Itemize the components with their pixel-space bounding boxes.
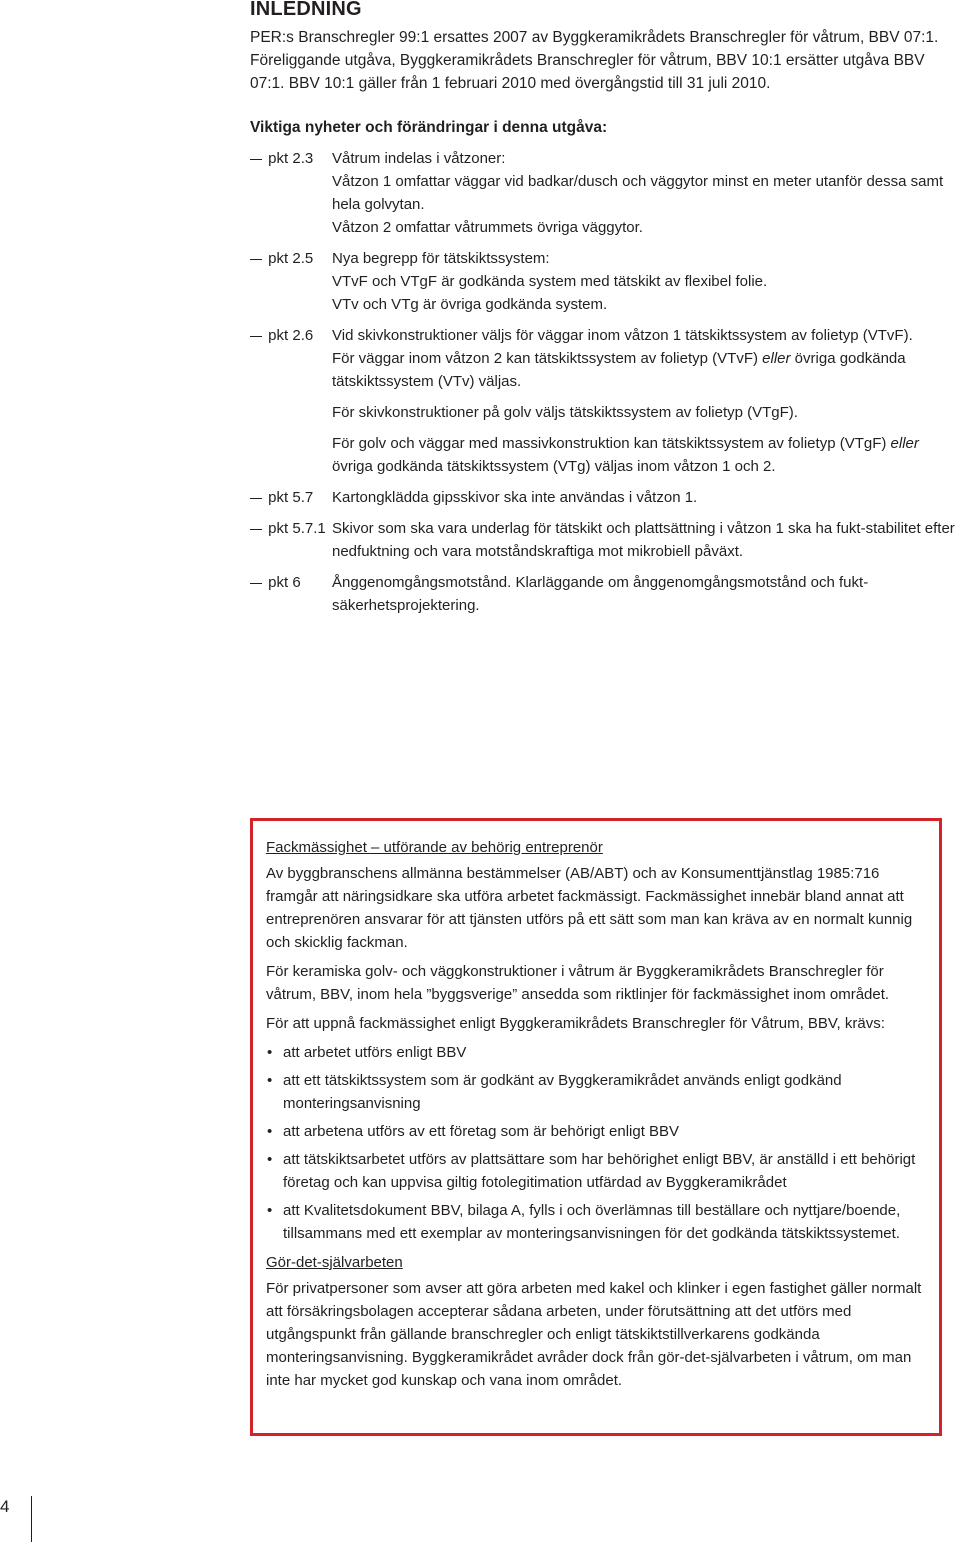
- box-heading: Fackmässighet – utförande av behörig entreprenör: [266, 839, 603, 856]
- change-item-label: pkt 6: [250, 571, 332, 594]
- page-number-divider: [31, 1496, 32, 1542]
- change-item-text: För skivkonstruktioner på golv väljs tätskiktssystem av folietyp (VTgF).: [332, 404, 798, 421]
- change-item-pkt-2-6: [250, 324, 955, 478]
- intro-paragraph: PER:s Branschregler 99:1 ersattes 2007 av Byggkeramikrådets Branschregler för våtrum, BBV 07:1. Föreliggande utgåva, Byggkeramikrådets Branschregler för våtrum, BBV 10:1 ersätter utgåva BBV 07:1. BBV 10:1 gäller från 1 februari 2010 med övergångstid till 31 juli 2010.: [250, 29, 939, 92]
- change-item-pkt-5-7: [250, 486, 955, 509]
- change-item-text: Vid skivkonstruktioner väljs för väggar inom våtzon 1 tätskiktssystem av folietyp (VTvF).: [332, 327, 913, 344]
- list-item: • att arbetet utförs enligt BBV: [266, 1041, 926, 1064]
- change-item-label: pkt 2.6: [250, 324, 332, 347]
- change-item-pkt-2-5: [250, 247, 955, 316]
- change-item-label: pkt 2.5: [250, 247, 332, 270]
- box-paragraph: För att uppnå fackmässighet enligt Byggkeramikrådets Branschregler för Våtrum, BBV, krävs:: [266, 1015, 885, 1032]
- change-item-text: Kartongklädda gipsskivor ska inte användas i våtzon 1.: [332, 489, 698, 506]
- change-item-pkt-5-7-1: [250, 517, 955, 563]
- box-paragraph: Av byggbranschens allmänna bestämmelser (AB/ABT) och av Konsumenttjänstlag 1985:716 framgår att näringsidkare ska utföra arbetet fackmässigt. Fackmässighet innebär bland annat att entreprenören ansvarar för att tjänsten utförs på ett sätt som man kan kräva av en normalt kunnig och skicklig fackman.: [266, 865, 913, 951]
- change-item-text: Våtzon 1 omfattar väggar vid badkar/dusch och väggytor minst en meter utanför dessa samt hela golvytan.: [332, 173, 944, 213]
- change-item-text: VTvF och VTgF är godkända system med tätskikt av flexibel folie.: [332, 273, 768, 290]
- change-item-text: Våtzon 2 omfattar våtrummets övriga väggytor.: [332, 219, 643, 236]
- list-item: • att Kvalitetsdokument BBV, bilaga A, fylls i och överlämnas till beställare och nyttjare/boende, tillsammans med ett exemplar av monteringsanvisningen för det godkända tätskiktssystemet.: [266, 1199, 926, 1245]
- change-item-pkt-6: [250, 571, 955, 617]
- bullet-icon: •: [267, 1123, 273, 1140]
- change-item-text: Skivor som ska vara underlag för tätskikt och plattsättning i våtzon 1 ska ha fukt-stabilitet efter nedfuktning och vara motståndskraftiga mot mikrobiell påväxt.: [332, 520, 955, 560]
- page-number: 4: [0, 1497, 10, 1516]
- bullet-icon: •: [267, 1202, 273, 1219]
- bullet-icon: •: [267, 1044, 273, 1061]
- change-item-text: Nya begrepp för tätskiktssystem:: [332, 250, 550, 267]
- info-box: [250, 818, 942, 1436]
- section-title: INLEDNING: [250, 0, 362, 20]
- change-item-text: För golv och väggar med massivkonstruktion kan tätskiktssystem av folietyp (VTgF) eller övriga godkända tätskiktssystem (VTg) väljas inom våtzon 1 och 2.: [332, 435, 919, 475]
- change-item-pkt-2-3: [250, 147, 955, 239]
- change-item-label: pkt 5.7.1: [250, 517, 332, 540]
- change-item-text: För väggar inom våtzon 2 kan tätskiktssystem av folietyp (VTvF) eller övriga godkända tätskiktssystem (VTv) väljas.: [332, 350, 906, 390]
- change-item-label: pkt 2.3: [250, 147, 332, 170]
- requirements-list: [266, 1041, 926, 1245]
- list-item: • att ett tätskiktssystem som är godkänt av Byggkeramikrådet används enligt godkänd monteringsanvisning: [266, 1069, 926, 1115]
- change-item-text: Våtrum indelas i våtzoner:: [332, 150, 506, 167]
- change-item-label: pkt 5.7: [250, 486, 332, 509]
- change-item-text: VTv och VTg är övriga godkända system.: [332, 296, 608, 313]
- box-paragraph: För keramiska golv- och väggkonstruktioner i våtrum är Byggkeramikrådets Branschregler för våtrum, BBV, inom hela ”byggsverige” ansedda som riktlinjer för fackmässighet inom området.: [266, 963, 890, 1003]
- box-paragraph: För privatpersoner som avser att göra arbeten med kakel och klinker i egen fastighet gäller normalt att försäkringsbolagen accepterar sådana arbeten, under förutsättning att det utförs med utgångspunkt från gällande branschregler och enligt tätskiktstillverkarens godkända monteringsanvisning. Byggkeramikrådet avråder dock från gör-det-självarbeten i våtrum, om man inte har mycket god kunskap och vana inom området.: [266, 1280, 922, 1389]
- news-heading: Viktiga nyheter och förändringar i denna utgåva:: [250, 119, 608, 136]
- change-item-text: Ånggenomgångsmotstånd. Klarläggande om ånggenomgångsmotstånd och fukt-säkerhetsprojektering.: [332, 574, 869, 614]
- change-list: [250, 147, 955, 617]
- bullet-icon: •: [267, 1151, 273, 1168]
- box-heading-diy: Gör-det-självarbeten: [266, 1254, 403, 1271]
- bullet-icon: •: [267, 1072, 273, 1089]
- list-item: • att tätskiktsarbetet utförs av plattsättare som har behörighet enligt BBV, är anställd i ett behörigt företag och kan uppvisa giltig fotolegitimation utfärdad av Byggkeramikrådet: [266, 1148, 926, 1194]
- list-item: • att arbetena utförs av ett företag som är behörigt enligt BBV: [266, 1120, 926, 1143]
